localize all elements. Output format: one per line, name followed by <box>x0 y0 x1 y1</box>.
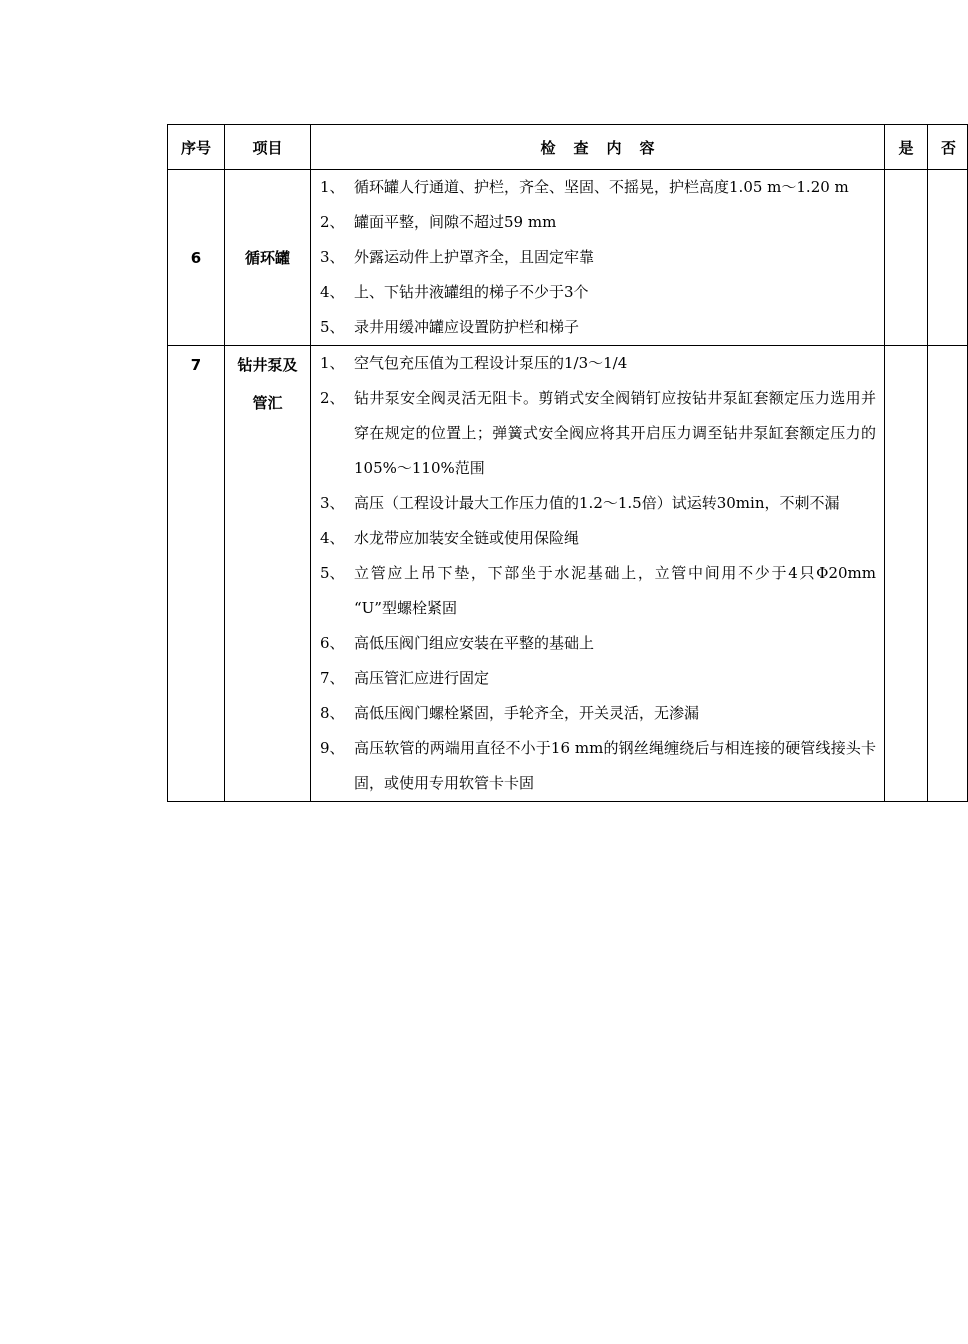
row-content <box>311 170 885 346</box>
header-item: 项目 <box>225 125 311 170</box>
row-item: 循环罐 <box>225 170 311 346</box>
row-seq: 7 <box>168 346 225 802</box>
header-no: 否 <box>928 125 968 170</box>
row-no-cell <box>928 170 968 346</box>
list-item: 4、 上、下钻井液罐组的梯子不少于3个 <box>320 283 589 301</box>
list-item: 5、 录井用缓冲罐应设置防护栏和梯子 <box>320 318 580 336</box>
list-item: 3、 外露运动件上护罩齐全，且固定牢靠 <box>320 248 595 266</box>
list-item: 1、 循环罐人行通道、护栏，齐全、坚固、不摇晃，护栏高度1.05 m～1.20 m <box>320 178 849 196</box>
header-content: 检查内容 <box>311 125 885 170</box>
table-row <box>168 170 968 346</box>
check-list <box>311 170 884 345</box>
row-yes-cell <box>885 346 928 802</box>
row-item <box>225 346 311 802</box>
table-row <box>168 346 968 802</box>
row-no-cell <box>928 346 968 802</box>
header-row <box>168 125 968 170</box>
list-item: 6、 高低压阀门组应安装在平整的基础上 <box>320 634 595 652</box>
list-item: 3、 高压（工程设计最大工作压力值的1.2～1.5倍）试运转30min，不刺不漏 <box>320 494 840 512</box>
list-item: 8、 高低压阀门螺栓紧固，手轮齐全，开关灵活，无渗漏 <box>320 704 700 722</box>
row-item-line: 管汇 <box>252 394 283 412</box>
list-item: 1、 空气包充压值为工程设计泵压的1/3～1/4 <box>320 354 628 372</box>
list-item: 2、 钻井泵安全阀灵活无阻卡。剪销式安全阀销钉应按钻井泵缸套额定压力选用并穿在规定的位置上；弹簧式安全阀应将其开启压力调至钻井泵缸套额定压力的105%～110%范围 <box>320 389 876 477</box>
list-item: 4、 水龙带应加装安全链或使用保险绳 <box>320 529 580 547</box>
row-seq: 6 <box>168 170 225 346</box>
row-yes-cell <box>885 170 928 346</box>
header-seq: 序号 <box>168 125 225 170</box>
list-item: 5、 立管应上吊下垫，下部坐于水泥基础上，立管中间用不少于4只Φ20mm “U”型螺栓紧固 <box>320 564 876 617</box>
list-item: 2、 罐面平整，间隙不超过59 mm <box>320 213 557 231</box>
header-yes: 是 <box>885 125 928 170</box>
row-content <box>311 346 885 802</box>
list-item: 9、 高压软管的两端用直径不小于16 mm的钢丝绳缠绕后与相连接的硬管线接头卡固，或使用专用软管卡卡固 <box>320 739 876 792</box>
inspection-table <box>167 124 968 802</box>
row-item-line: 钻井泵及 <box>237 356 298 374</box>
list-item: 7、 高压管汇应进行固定 <box>320 669 490 687</box>
check-list <box>311 346 884 801</box>
